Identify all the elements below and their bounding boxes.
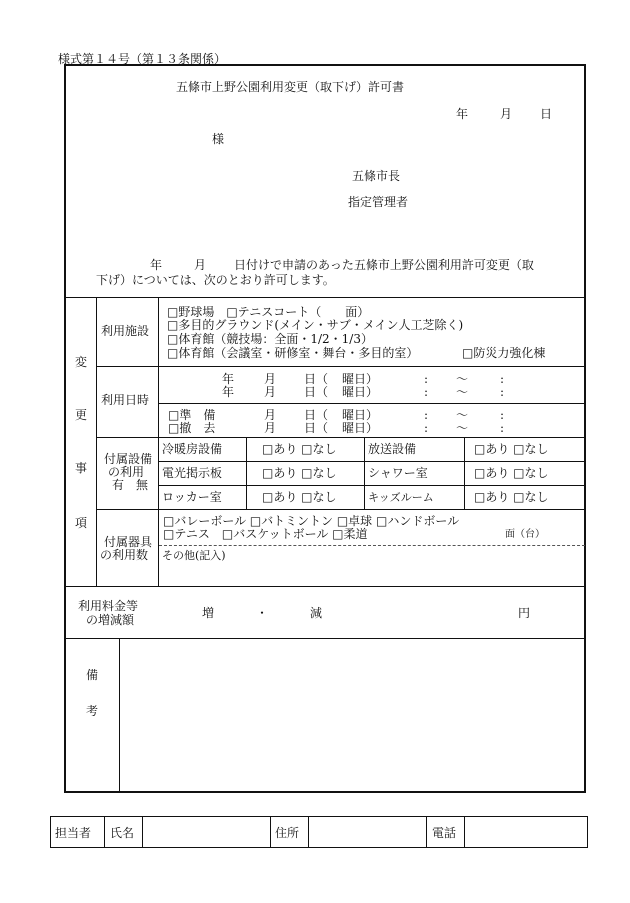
tools-label-2: の利用数 <box>100 548 149 562</box>
dt-year: 年 <box>222 385 235 399</box>
henkou-char-1: 変 <box>75 355 88 369</box>
dt-colon2: : <box>500 372 505 386</box>
fee-label-1: 利用料金等 <box>78 599 139 613</box>
henkou-char-2: 更 <box>75 408 88 422</box>
footer-phone-field[interactable] <box>465 817 586 847</box>
divider <box>65 297 585 298</box>
dt-tilde: ～ <box>456 421 469 435</box>
tools-unit: 面（台） <box>505 529 545 540</box>
issuer-manager: 指定管理者 <box>348 195 409 209</box>
divider <box>96 366 585 367</box>
equipment-name: ロッカー室 <box>162 490 222 504</box>
footer-phone-label: 電話 <box>432 825 457 840</box>
remarks-char-2: 考 <box>86 704 99 718</box>
form-number: 様式第１４号（第１３条関係） <box>58 52 227 66</box>
divider <box>158 403 585 404</box>
dt-youbi: 曜日） <box>342 385 379 399</box>
dt-month: 月 <box>264 421 277 435</box>
dt-colon: : <box>424 372 429 386</box>
remarks-field[interactable] <box>120 639 585 791</box>
footer-name-label: 氏名 <box>110 825 135 840</box>
footer-address-label: 住所 <box>275 825 300 840</box>
date-year: 年 <box>456 107 469 121</box>
body-year: 年 <box>150 258 163 272</box>
footer-tantou: 担当者 <box>55 825 92 840</box>
remarks-char-1: 備 <box>86 668 99 682</box>
fee-yen: 円 <box>518 606 531 620</box>
dt-month: 月 <box>264 385 277 399</box>
dt-tilde: ～ <box>456 372 469 386</box>
divider <box>96 437 585 438</box>
divider <box>65 586 585 587</box>
dt-tilde: ～ <box>456 385 469 399</box>
facility-line3: □体育館（競技場：全面・1/2・1/3） <box>167 332 373 346</box>
dt-colon2: : <box>500 385 505 399</box>
dt-day: 日（ <box>304 408 329 422</box>
dt-colon2: : <box>500 421 505 435</box>
body-line2: 下げ）については、次のとおり許可します。 <box>96 273 335 287</box>
divider <box>104 816 105 848</box>
divider <box>158 297 159 586</box>
facility-line4b: □防災力強化棟 <box>462 346 546 360</box>
fee-gen: 減 <box>310 606 323 620</box>
tools-line2: □テニス □バスケットボール □柔道 <box>163 527 368 541</box>
tools-line1: □バレーボール □バトミントン □卓球 □ハンドボール <box>163 514 460 528</box>
dt-month: 月 <box>264 408 277 422</box>
equipment-options[interactable]: □あり □なし <box>262 442 337 456</box>
dt-youbi: 曜日） <box>342 408 379 422</box>
divider <box>464 437 465 509</box>
date-day: 日 <box>540 107 553 121</box>
divider <box>426 816 427 848</box>
dt-colon: : <box>424 385 429 399</box>
divider <box>96 297 97 586</box>
dt-day: 日（ <box>304 385 329 399</box>
dt-tilde: ～ <box>456 408 469 422</box>
henkou-char-3: 事 <box>75 461 88 475</box>
dt-colon: : <box>424 421 429 435</box>
dt-prefix: □準 備 <box>168 408 216 422</box>
equipment-label-2: の利用 <box>108 465 145 479</box>
dt-month: 月 <box>264 372 277 386</box>
equipment-label-3: 有 無 <box>112 478 149 492</box>
fee-label-2: の増減額 <box>86 613 135 627</box>
equipment-name: 冷暖房設備 <box>162 442 223 456</box>
body-line1: 日付けで申請のあった五條市上野公園利用許可変更（取 <box>234 258 534 272</box>
equipment-options[interactable]: □あり □なし <box>474 490 549 504</box>
addressee-sama: 様 <box>212 132 225 146</box>
equipment-options[interactable]: □あり □なし <box>474 466 549 480</box>
dt-day: 日（ <box>304 372 329 386</box>
footer-name-field[interactable] <box>143 817 269 847</box>
equipment-name: キッズルーム <box>368 491 434 504</box>
dt-year: 年 <box>222 372 235 386</box>
body-month: 月 <box>194 258 207 272</box>
equipment-name: 放送設備 <box>368 442 417 456</box>
dashed-divider <box>159 545 585 546</box>
issuer-mayor: 五條市長 <box>352 169 401 183</box>
dt-youbi: 曜日） <box>342 372 379 386</box>
equipment-options[interactable]: □あり □なし <box>474 442 549 456</box>
fee-dot: ・ <box>256 606 269 620</box>
divider <box>246 437 247 509</box>
dt-colon: : <box>424 408 429 422</box>
facility-line1: □野球場 □テニスコート（ 面） <box>167 305 370 319</box>
divider <box>96 509 585 510</box>
divider <box>158 485 585 486</box>
equipment-name: シャワー室 <box>368 466 428 480</box>
henkou-char-4: 項 <box>75 516 88 530</box>
document-title: 五條市上野公園利用変更（取下げ）許可書 <box>176 80 405 94</box>
facility-label: 利用施設 <box>101 324 150 338</box>
footer-address-field[interactable] <box>309 817 425 847</box>
dt-day: 日（ <box>304 421 329 435</box>
dt-youbi: 曜日） <box>342 421 379 435</box>
dt-prefix: □撤 去 <box>168 421 216 435</box>
facility-line4: □体育館（会議室・研修室・舞台・多目的室） <box>167 346 419 360</box>
tools-label-1: 付属器具 <box>104 535 153 549</box>
facility-line2: □多目的グラウンド(メイン・サブ・メイン人工芝除く) <box>167 318 464 332</box>
tools-other: その他(記入) <box>162 549 226 562</box>
fee-zou: 増 <box>202 606 215 620</box>
divider <box>364 437 365 509</box>
equipment-options[interactable]: □あり □なし <box>262 466 337 480</box>
equipment-label-1: 付属設備 <box>104 452 153 466</box>
datetime-label: 利用日時 <box>101 393 150 407</box>
divider <box>270 816 271 848</box>
dt-colon2: : <box>500 408 505 422</box>
date-month: 月 <box>500 107 513 121</box>
divider <box>158 461 585 462</box>
equipment-name: 電光掲示板 <box>162 466 223 480</box>
equipment-options[interactable]: □あり □なし <box>262 490 337 504</box>
